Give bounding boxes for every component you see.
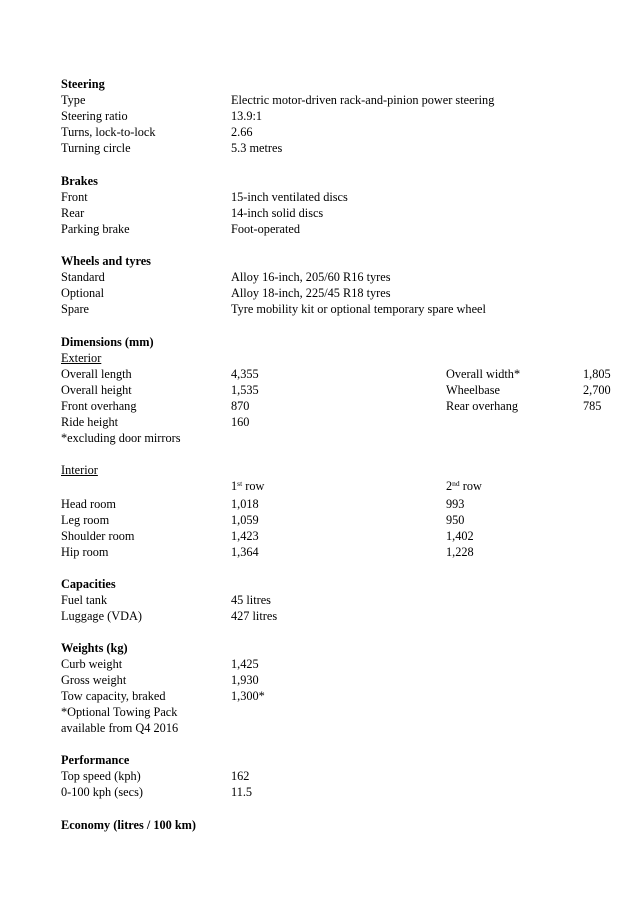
capacities-heading: Capacities	[61, 577, 116, 591]
brakes-rear-value: 14-inch solid discs	[231, 206, 324, 220]
hip-room-row1: 1,364	[231, 545, 259, 559]
curb-weight-label: Curb weight	[61, 657, 123, 671]
rear-overhang-value: 785	[583, 399, 602, 413]
curb-weight-value: 1,425	[231, 657, 259, 671]
dimensions-heading: Dimensions (mm)	[61, 335, 154, 349]
wheels-standard-value: Alloy 16-inch, 205/60 R16 tyres	[231, 270, 391, 284]
steering-circle-value: 5.3 metres	[231, 141, 283, 155]
brakes-heading: Brakes	[61, 174, 98, 188]
leg-room-row1: 1,059	[231, 513, 259, 527]
gross-weight-label: Gross weight	[61, 673, 127, 687]
hip-room-label: Hip room	[61, 545, 109, 559]
acceleration-label: 0-100 kph (secs)	[61, 785, 143, 799]
towing-footnote-line2: available from Q4 2016	[61, 721, 179, 735]
interior-subheading: Interior	[61, 463, 98, 477]
overall-height-label: Overall height	[61, 383, 132, 397]
tow-capacity-label: Tow capacity, braked	[61, 689, 166, 703]
hip-room-row2: 1,228	[446, 545, 474, 559]
overall-length-value: 4,355	[231, 367, 259, 381]
leg-room-row2: 950	[446, 513, 465, 527]
wheels-standard-label: Standard	[61, 270, 105, 284]
steering-type-value: Electric motor-driven rack-and-pinion power steering	[231, 93, 495, 107]
exterior-subheading: Exterior	[61, 351, 102, 365]
brakes-front-value: 15-inch ventilated discs	[231, 190, 348, 204]
towing-footnote-line1: *Optional Towing Pack	[61, 705, 178, 719]
acceleration-value: 11.5	[231, 785, 253, 799]
shoulder-room-row1: 1,423	[231, 529, 259, 543]
shoulder-room-label: Shoulder room	[61, 529, 135, 543]
overall-length-label: Overall length	[61, 367, 132, 381]
steering-turns-value: 2.66	[231, 125, 253, 139]
fuel-tank-value: 45 litres	[231, 593, 271, 607]
wheels-optional-label: Optional	[61, 286, 105, 300]
wheelbase-value: 2,700	[583, 383, 611, 397]
brakes-front-label: Front	[61, 190, 88, 204]
top-speed-label: Top speed (kph)	[61, 769, 141, 783]
head-room-row1: 1,018	[231, 497, 259, 511]
interior-col-header-2nd-row: 2nd row	[446, 479, 482, 493]
rear-overhang-label: Rear overhang	[446, 399, 519, 413]
wheels-spare-label: Spare	[61, 302, 89, 316]
front-overhang-label: Front overhang	[61, 399, 137, 413]
overall-width-value: 1,805	[583, 367, 611, 381]
brakes-parking-value: Foot-operated	[231, 222, 300, 236]
economy-heading: Economy (litres / 100 km)	[61, 818, 197, 832]
ride-height-value: 160	[231, 415, 250, 429]
brakes-rear-label: Rear	[61, 206, 85, 220]
luggage-label: Luggage (VDA)	[61, 609, 142, 623]
exterior-footnote: *excluding door mirrors	[61, 431, 181, 445]
interior-col-header-1st-row: 1st row	[231, 479, 265, 493]
steering-turns-label: Turns, lock-to-lock	[61, 125, 156, 139]
fuel-tank-label: Fuel tank	[61, 593, 108, 607]
wheels-heading: Wheels and tyres	[61, 254, 151, 268]
steering-ratio-value: 13.9:1	[231, 109, 263, 123]
head-room-row2: 993	[446, 497, 465, 511]
front-overhang-value: 870	[231, 399, 250, 413]
tow-capacity-value: 1,300*	[231, 689, 265, 703]
wheels-spare-value: Tyre mobility kit or optional temporary spare wheel	[231, 302, 486, 316]
top-speed-value: 162	[231, 769, 250, 783]
gross-weight-value: 1,930	[231, 673, 259, 687]
overall-width-label: Overall width*	[446, 367, 521, 381]
ride-height-label: Ride height	[61, 415, 119, 429]
luggage-value: 427 litres	[231, 609, 278, 623]
shoulder-room-row2: 1,402	[446, 529, 474, 543]
steering-heading: Steering	[61, 77, 105, 91]
performance-heading: Performance	[61, 753, 130, 767]
steering-type-label: Type	[61, 93, 86, 107]
overall-height-value: 1,535	[231, 383, 259, 397]
wheelbase-label: Wheelbase	[446, 383, 500, 397]
weights-heading: Weights (kg)	[61, 641, 128, 655]
steering-ratio-label: Steering ratio	[61, 109, 128, 123]
head-room-label: Head room	[61, 497, 116, 511]
wheels-optional-value: Alloy 18-inch, 225/45 R18 tyres	[231, 286, 391, 300]
steering-circle-label: Turning circle	[61, 141, 131, 155]
leg-room-label: Leg room	[61, 513, 110, 527]
brakes-parking-label: Parking brake	[61, 222, 130, 236]
